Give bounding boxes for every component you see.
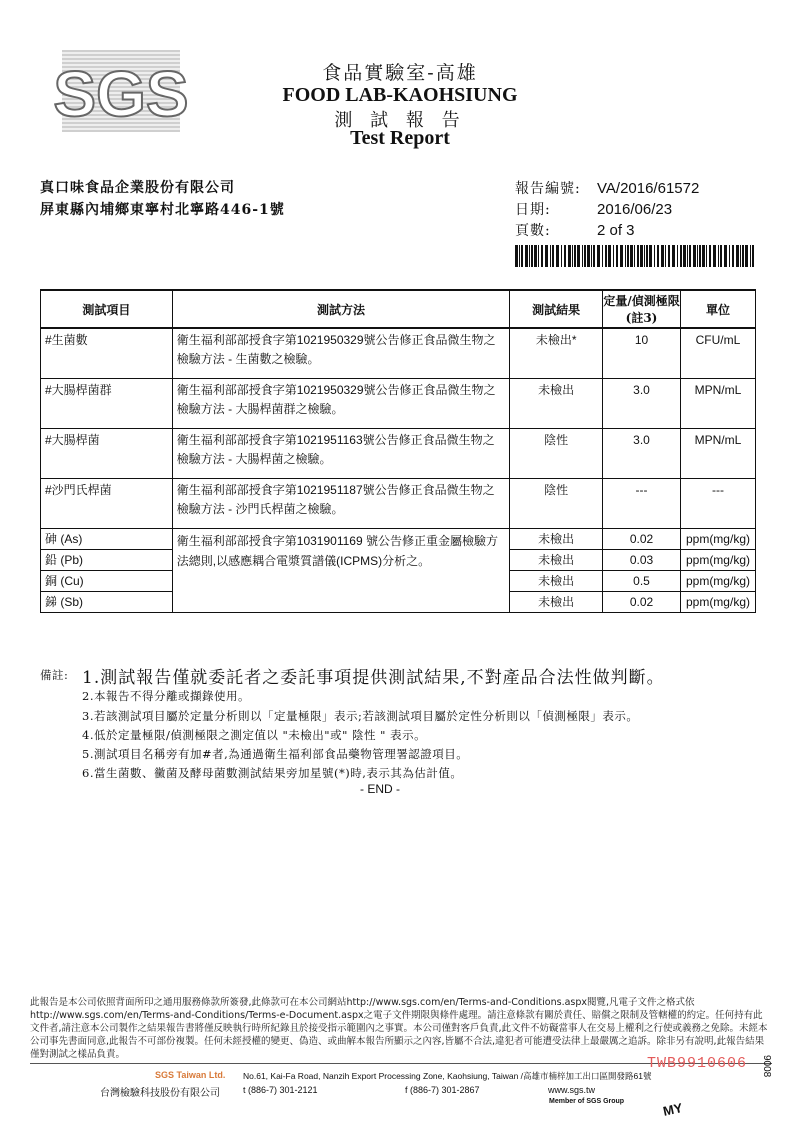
barcode-bar <box>552 245 554 267</box>
report-title-en: Test Report <box>350 127 450 149</box>
cell-item: 銻 (Sb) <box>41 591 173 612</box>
note-item: 6.當生菌數、黴菌及酵母菌數測試結果旁加星號(*)時,表示其為估計值。 <box>82 766 463 780</box>
notes <box>40 663 760 783</box>
note-item: 5.測試項目名稱旁有加#者,為通過衛生福利部食品藥物管理署認證項目。 <box>82 747 469 761</box>
barcode-bar <box>657 245 659 267</box>
company-name-cn: 台灣檢驗科技股份有限公司 <box>100 1088 220 1099</box>
cell-method: 衛生福利部部授食字第1021951163號公告修正食品微生物之檢驗方法 - 大腸桿菌之檢驗。 <box>172 428 509 478</box>
barcode-bar <box>736 245 739 267</box>
report-date: 2016/06/23 <box>597 201 673 218</box>
cell-limit: 0.02 <box>603 591 681 612</box>
cell-method: 衛生福利部部授食字第1021950329號公告修正食品微生物之檢驗方法 - 生菌數之檢驗。 <box>172 328 509 378</box>
client-name: 真口味食品企業股份有限公司 <box>40 180 235 196</box>
cell-limit: 0.03 <box>603 549 681 570</box>
barcode-bar <box>627 245 629 267</box>
page-count-label: 頁數: <box>515 223 551 239</box>
barcode-bar <box>613 245 614 267</box>
table-row <box>41 378 756 428</box>
barcode-bar <box>572 245 573 267</box>
barcode-bar <box>525 245 528 267</box>
barcode-bar <box>582 245 583 267</box>
header-unit: 單位 <box>680 290 755 328</box>
cell-limit: --- <box>603 478 681 528</box>
barcode-bar <box>597 245 600 267</box>
cell-result: 未檢出 <box>510 570 603 591</box>
barcode-bar <box>608 245 611 267</box>
cell-unit: ppm(mg/kg) <box>680 528 755 549</box>
cell-result: 陰性 <box>510 428 603 478</box>
cell-item: #沙門氏桿菌 <box>41 478 173 528</box>
barcode-bar <box>568 245 571 267</box>
table-row <box>41 478 756 528</box>
table-row <box>41 328 756 378</box>
barcode-bar <box>720 245 722 267</box>
barcode-bar <box>574 245 576 267</box>
cell-item: 銅 (Cu) <box>41 570 173 591</box>
note-item: 1.測試報告僅就委託者之委託事項提供測試結果,不對產品合法性做判斷。 <box>82 668 665 688</box>
cell-result: 陰性 <box>510 478 603 528</box>
cell-unit: --- <box>680 478 755 528</box>
member-text: Member of SGS Group <box>549 1098 625 1105</box>
barcode-bar <box>640 245 643 267</box>
cell-result: 未檢出* <box>510 328 603 378</box>
barcode <box>515 245 755 267</box>
sgs-logo <box>53 50 189 132</box>
results-table <box>40 289 756 613</box>
cell-limit: 3.0 <box>603 378 681 428</box>
cell-result: 未檢出 <box>510 378 603 428</box>
page-count-row <box>515 220 635 240</box>
barcode-bar <box>620 245 623 267</box>
cell-result: 未檢出 <box>510 591 603 612</box>
header-limit: 定量/偵測極限(註3) <box>603 290 681 328</box>
barcode-bar <box>661 245 664 267</box>
barcode-bar <box>646 245 648 267</box>
barcode-bar <box>564 245 566 267</box>
cell-result: 未檢出 <box>510 549 603 570</box>
cell-unit: MPN/mL <box>680 428 755 478</box>
barcode-bar <box>724 245 727 267</box>
barcode-bar <box>521 245 523 267</box>
table-header-row <box>41 290 756 328</box>
barcode-bar <box>654 245 655 267</box>
cell-item: #生菌數 <box>41 328 173 378</box>
barcode-bar <box>593 245 595 267</box>
barcode-bar <box>752 245 754 267</box>
company-fax: f (886-7) 301-2867 <box>405 1085 480 1095</box>
note-item: 3.若該測試項目屬於定量分析則以「定量極限」表示;若該測試項目屬於定性分析則以「偵測極限」表示。 <box>82 709 639 723</box>
barcode-bar <box>534 245 537 267</box>
barcode-bar <box>584 245 586 267</box>
note-item: 2.本報告不得分離或擷錄使用。 <box>82 689 250 703</box>
disclaimer: 此報告是本公司依照背面所印之通用服務條款所簽發,此條款可在本公司網站http://www.sgs.com/en/Terms-and-Conditions.aspx閱覽,凡電子文件之格式依http://www.sgs.com/en/Terms-and-Conditions/Terms-e-Document.aspx之電子文件期限與條件處理。請注意條款有關於責任、賠償之限制及管轄權的約定。任何持有此文件者,請注意本公司製作之結果報告書將僅反映執行時所紀錄且於接受指示範圍內之事實。本公司僅對客戶負責,此文件不妨礙當事人在交易上權利之行使或義務之免除。未經本公司事先書面同意,此報告不可部份複製。任何未經授權的變更、偽造、或曲解本報告所顯示之內容,皆屬不合法,違犯者可能遭受法律上最嚴厲之追訴。除非另有說明,此報告結果僅對測試之樣品負責。 <box>30 997 768 1060</box>
barcode-bar <box>529 245 530 267</box>
barcode-bar <box>713 245 716 267</box>
notes-label: 備註: <box>40 668 69 682</box>
report-number-label: 報告編號: <box>515 181 581 197</box>
header-item: 測試項目 <box>41 290 173 328</box>
barcode-bar <box>683 245 686 267</box>
barcode-bar <box>689 245 691 267</box>
cell-limit: 10 <box>603 328 681 378</box>
lab-name-en: FOOD LAB-KAOHSIUNG <box>282 84 518 106</box>
barcode-bar <box>709 245 711 267</box>
barcode-bar <box>630 245 633 267</box>
cell-unit: ppm(mg/kg) <box>680 591 755 612</box>
barcode-bar <box>625 245 626 267</box>
barcode-bar <box>616 245 618 267</box>
barcode-bar <box>515 245 518 267</box>
barcode-bar <box>672 245 675 267</box>
barcode-bar <box>531 245 533 267</box>
cell-metal-method: 衛生福利部部授食字第1031901169 號公告修正重金屬檢驗方法總則,以感應耦合電漿質譜儀(ICPMS)分析之。 <box>172 528 509 612</box>
barcode-bar <box>740 245 741 267</box>
company-tel: t (886-7) 301-2121 <box>243 1085 318 1095</box>
report-date-label: 日期: <box>515 202 551 218</box>
barcode-bar <box>750 245 751 267</box>
serial-number: TWB9910606 <box>647 1055 748 1072</box>
barcode-bar <box>742 245 744 267</box>
barcode-bar <box>605 245 607 267</box>
barcode-bar <box>680 245 682 267</box>
barcode-bar <box>556 245 559 267</box>
cell-method: 衛生福利部部授食字第1021951187號公告修正食品微生物之檢驗方法 - 沙門氏桿菌之檢驗。 <box>172 478 509 528</box>
report-date-row <box>515 199 672 219</box>
initials-stamp: MY <box>661 1100 684 1119</box>
barcode-bar <box>702 245 705 267</box>
report-number: VA/2016/61572 <box>597 180 700 197</box>
cell-result: 未檢出 <box>510 528 603 549</box>
header-method: 測試方法 <box>172 290 509 328</box>
barcode-bar <box>687 245 688 267</box>
page-count: 2 of 3 <box>597 222 635 239</box>
barcode-bar <box>732 245 734 267</box>
barcode-bar <box>577 245 580 267</box>
cell-item: 砷 (As) <box>41 528 173 549</box>
cell-limit: 0.5 <box>603 570 681 591</box>
report-number-row <box>515 178 699 198</box>
lab-name-cn: 食品實驗室-高雄 <box>322 62 478 84</box>
cell-item: 鉛 (Pb) <box>41 549 173 570</box>
barcode-bar <box>665 245 666 267</box>
cell-method: 衛生福利部部授食字第1021950329號公告修正食品微生物之檢驗方法 - 大腸桿菌群之檢驗。 <box>172 378 509 428</box>
barcode-bar <box>706 245 707 267</box>
end-marker: - END - <box>360 782 400 796</box>
barcode-bar <box>699 245 701 267</box>
cell-unit: MPN/mL <box>680 378 755 428</box>
cell-limit: 0.02 <box>603 528 681 549</box>
svg-text:SGS: SGS <box>53 58 189 130</box>
barcode-bar <box>519 245 520 267</box>
company-web: www.sgs.tw <box>548 1085 596 1095</box>
header-result: 測試結果 <box>510 290 603 328</box>
cell-unit: CFU/mL <box>680 328 755 378</box>
table-row <box>41 428 756 478</box>
barcode-bar <box>538 245 539 267</box>
barcode-bar <box>602 245 603 267</box>
barcode-bar <box>541 245 543 267</box>
cell-unit: ppm(mg/kg) <box>680 549 755 570</box>
client-address: 屏東縣內埔鄉東寧村北寧路446-1號 <box>40 202 285 218</box>
table-row <box>41 528 756 549</box>
cell-limit: 3.0 <box>603 428 681 478</box>
barcode-bar <box>550 245 551 267</box>
note-item: 4.低於定量極限/偵測極限之測定值以 "未檢出"或" 陰性 " 表示。 <box>82 728 427 742</box>
cell-item: #大腸桿菌 <box>41 428 173 478</box>
barcode-bar <box>634 245 635 267</box>
barcode-bar <box>693 245 696 267</box>
barcode-bar <box>649 245 652 267</box>
report-title-cn: 測 試 報 告 <box>334 110 466 131</box>
barcode-bar <box>587 245 590 267</box>
barcode-bar <box>729 245 730 267</box>
side-code: 9008 <box>761 1055 772 1078</box>
barcode-bar <box>591 245 592 267</box>
barcode-bar <box>668 245 670 267</box>
cell-item: #大腸桿菌群 <box>41 378 173 428</box>
barcode-bar <box>745 245 748 267</box>
barcode-bar <box>545 245 548 267</box>
company-name-en: SGS Taiwan Ltd. <box>155 1070 226 1080</box>
company-address: No.61, Kai-Fa Road, Nanzih Export Processing Zone, Kaohsiung, Taiwan /高雄市楠梓加工出口區開發路61號 <box>243 1071 652 1081</box>
cell-unit: ppm(mg/kg) <box>680 570 755 591</box>
barcode-bar <box>637 245 639 267</box>
barcode-bar <box>718 245 719 267</box>
barcode-bar <box>561 245 562 267</box>
barcode-bar <box>644 245 645 267</box>
barcode-bar <box>697 245 698 267</box>
barcode-bar <box>677 245 678 267</box>
